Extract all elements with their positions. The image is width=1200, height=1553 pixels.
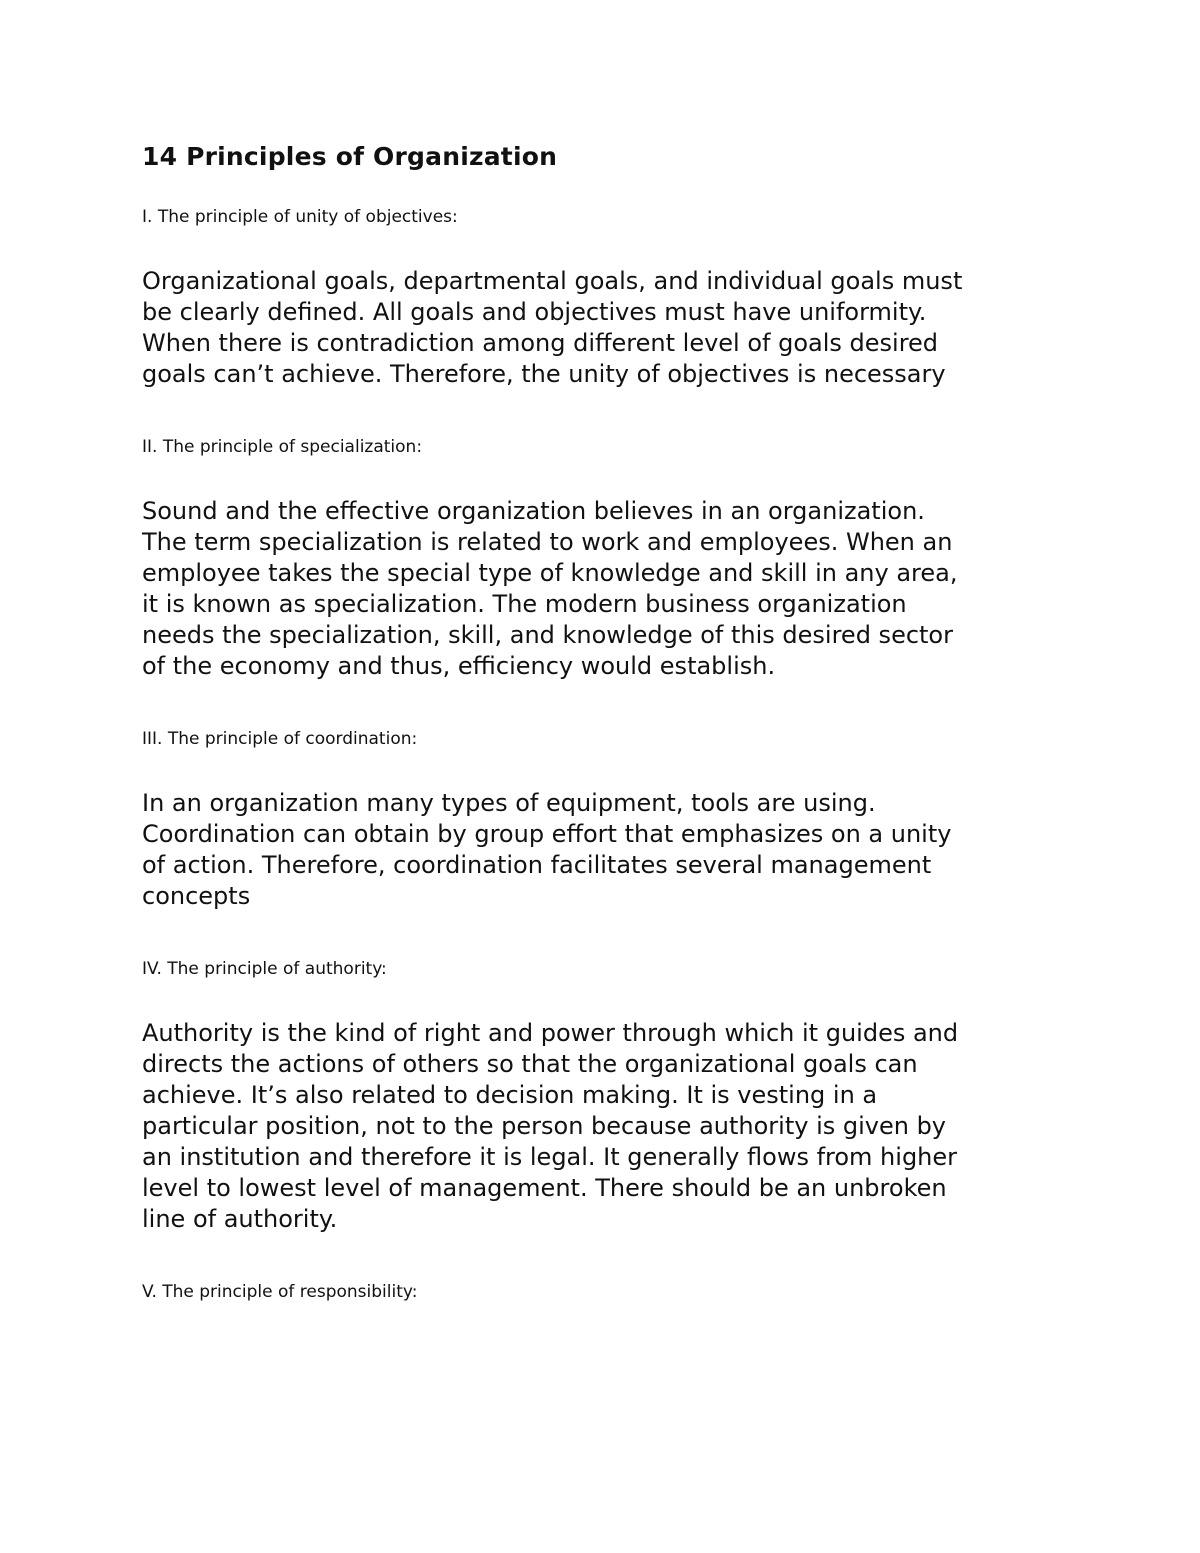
document-title: 14 Principles of Organization	[142, 142, 558, 171]
body-line: Sound and the effective organization believes in an organization.	[142, 497, 925, 525]
section-body	[142, 266, 1062, 390]
body-line: particular position, not to the person because authority is given by	[142, 1112, 947, 1140]
section-body	[142, 788, 1062, 912]
section-heading: V. The principle of responsibility:	[142, 1282, 418, 1302]
section-body	[142, 1018, 1062, 1235]
body-line: line of authority.	[142, 1205, 338, 1233]
section-specialization	[142, 434, 1062, 682]
body-line: goals can’t achieve. Therefore, the unity of objectives is necessary	[142, 360, 946, 388]
section-authority	[142, 956, 1062, 1235]
body-line: When there is contradiction among different level of goals desired	[142, 329, 939, 357]
section-heading: I. The principle of unity of objectives:	[142, 207, 458, 227]
section-heading: IV. The principle of authority:	[142, 959, 387, 979]
body-line: be clearly defined. All goals and objectives must have uniformity.	[142, 298, 927, 326]
body-line: The term specialization is related to work and employees. When an	[142, 528, 953, 556]
document-content	[142, 138, 1062, 1341]
section-responsibility	[142, 1279, 1062, 1305]
body-line: In an organization many types of equipment, tools are using.	[142, 789, 876, 817]
body-line: employee takes the special type of knowledge and skill in any area,	[142, 559, 958, 587]
body-line: Authority is the kind of right and power through which it guides and	[142, 1019, 959, 1047]
body-line: Coordination can obtain by group effort that emphasizes on a unity	[142, 820, 952, 848]
section-heading: II. The principle of specialization:	[142, 437, 423, 457]
body-line: level to lowest level of management. There should be an unbroken	[142, 1174, 947, 1202]
body-line: achieve. It’s also related to decision making. It is vesting in a	[142, 1081, 878, 1109]
body-line: an institution and therefore it is legal. It generally flows from higher	[142, 1143, 958, 1171]
body-line: Organizational goals, departmental goals, and individual goals must	[142, 267, 963, 295]
section-body	[142, 496, 1062, 682]
body-line: needs the specialization, skill, and knowledge of this desired sector	[142, 621, 953, 649]
body-line: of the economy and thus, efficiency would establish.	[142, 652, 776, 680]
body-line: of action. Therefore, coordination facilitates several management	[142, 851, 932, 879]
body-line: directs the actions of others so that the organizational goals can	[142, 1050, 918, 1078]
body-line: concepts	[142, 882, 251, 910]
body-line: it is known as specialization. The modern business organization	[142, 590, 907, 618]
section-unity-of-objectives	[142, 204, 1062, 390]
section-heading: III. The principle of coordination:	[142, 729, 418, 749]
section-coordination	[142, 726, 1062, 912]
